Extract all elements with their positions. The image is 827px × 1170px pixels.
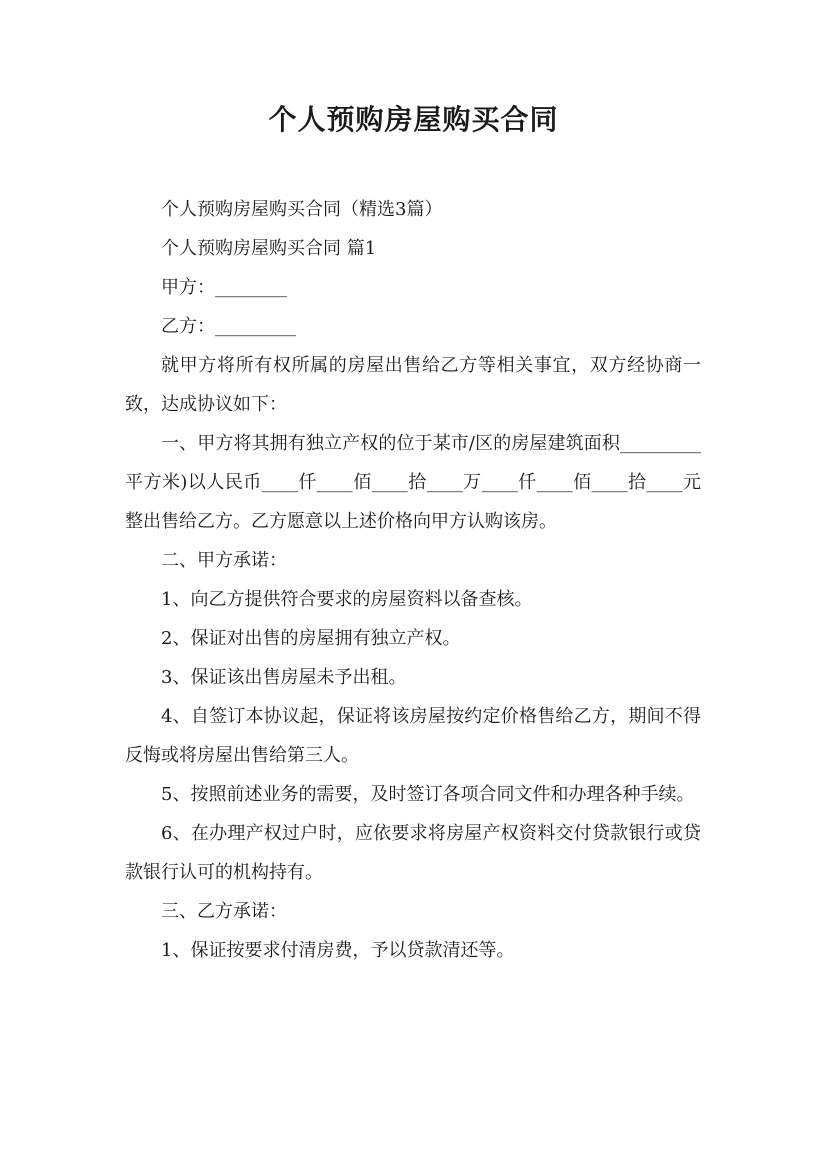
paragraph-clause-2-item-4: 4、自签订本协议起，保证将该房屋按约定价格售给乙方，期间不得反悔或将房屋出售给第三人。: [125, 706, 701, 766]
paragraph-party-b: 乙方：_________: [161, 316, 296, 337]
paragraph-clause-2-heading: 二、甲方承诺：: [161, 550, 287, 571]
document-title: 个人预购房屋购买合同: [268, 103, 559, 136]
paragraph-clause-2-item-2: 2、保证对出售的房屋拥有独立产权。: [161, 628, 461, 649]
paragraph-clause-2-item-3: 3、保证该出售房屋未予出租。: [161, 667, 407, 688]
document-body: [125, 190, 701, 970]
paragraph-clause-3-heading: 三、乙方承诺：: [161, 901, 287, 922]
paragraph-clause-2-item-5: 5、按照前述业务的需要，及时签订各项合同文件和办理各种手续。: [161, 784, 695, 805]
paragraph-clause-2-item-1: 1、向乙方提供符合要求的房屋资料以备查核。: [161, 589, 533, 610]
paragraph-preamble: 就甲方将所有权所属的房屋出售给乙方等相关事宜，双方经协商一致，达成协议如下：: [125, 355, 701, 415]
paragraph-clause-3-item-1: 1、保证按要求付清房费，予以贷款清还等。: [161, 940, 515, 961]
paragraph-party-a: 甲方：________: [161, 277, 287, 298]
paragraph-article-heading: 个人预购房屋购买合同 篇1: [161, 238, 377, 259]
paragraph-clause-1: 一、甲方将其拥有独立产权的位于某市/区的房屋建筑面积_________平方米)以人民币____仟____佰____拾____万____仟____佰____拾____元整出售给乙方。乙方愿意以上述价格向甲方认购该房。: [125, 433, 701, 532]
paragraph-collection-title: 个人预购房屋购买合同（精选3篇）: [161, 199, 443, 220]
paragraph-clause-2-item-6: 6、在办理产权过户时，应依要求将房屋产权资料交付贷款银行或贷款银行认可的机构持有。: [125, 823, 701, 883]
